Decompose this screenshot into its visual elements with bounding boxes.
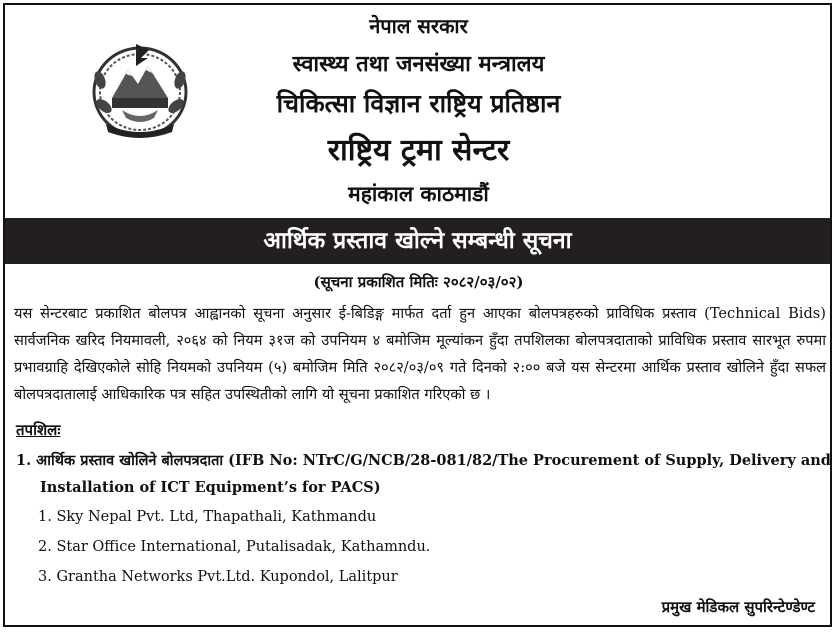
notice-body: यस सेन्टरबाट प्रकाशित बोलपत्र आह्वानको सूचना अनुसार ई-बिडिङ्ग मार्फत दर्ता हुन आएका बोलपत्रहरुको प्राविधिक प्रस्ताव (Technical Bids) सार्वजनिक खरिद नियमावली, २०६४ को नियम ३१ज को उपनियम ४ बमोजिम मूल्यांकन हुँदा तपशिलका बोलपत्रदाताको प्राविधिक प्रस्ताव सारभूत रुपमा प्रभावग्राहि देखिएकोले सोहि नियमको उपनियम (५) बमोजिम मिति २०८२/०३/०९ गते दिनको २:०० बजे यस सेन्टरमा आर्थिक प्रस्ताव खोलिने हुँदा सफल बोलपत्रदातालाई आधिकारिक पत्र सहित उपस्थितीको लागि यो सूचना प्रकाशित गरिएको छ । (14, 305, 826, 403)
government-name: नेपाल सरकार (369, 14, 468, 38)
signatory: प्रमुख मेडिकल सुपरिन्टेण्डेण्ट (661, 598, 815, 616)
procurement-item-line1: 1. आर्थिक प्रस्ताव खोलिने बोलपत्रदाता (IFB No: NTrC/G/NCB/28-081/82/The Procurement of Supply, Delivery and (16, 452, 831, 469)
bidder-item: 3. Grantha Networks Pvt.Ltd. Kupondol, Lalitpur (38, 569, 398, 585)
ministry-name: स्वास्थ्य तथा जनसंख्या मन्त्रालय (292, 51, 545, 77)
bidder-item: 2. Star Office International, Putalisadak, Kathamndu. (38, 539, 431, 555)
notice-title: आर्थिक प्रस्ताव खोल्ने सम्बन्धी सूचना (5, 218, 830, 264)
organization-name: राष्ट्रिय ट्रमा सेन्टर (327, 133, 510, 168)
bidder-item: 1. Sky Nepal Pvt. Ltd, Thapathali, Kathmandu (38, 509, 377, 525)
schedule-label: तपशिलः (16, 421, 61, 439)
location: महांकाल काठमाडौं (348, 181, 489, 206)
procurement-item-line2: Installation of ICT Equipment’s for PACS) (40, 479, 381, 496)
publication-date: (सूचना प्रकाशित मितिः २०८२/०३/०२) (313, 273, 524, 291)
academy-name: चिकित्सा विज्ञान राष्ट्रिय प्रतिष्ठान (276, 89, 561, 118)
